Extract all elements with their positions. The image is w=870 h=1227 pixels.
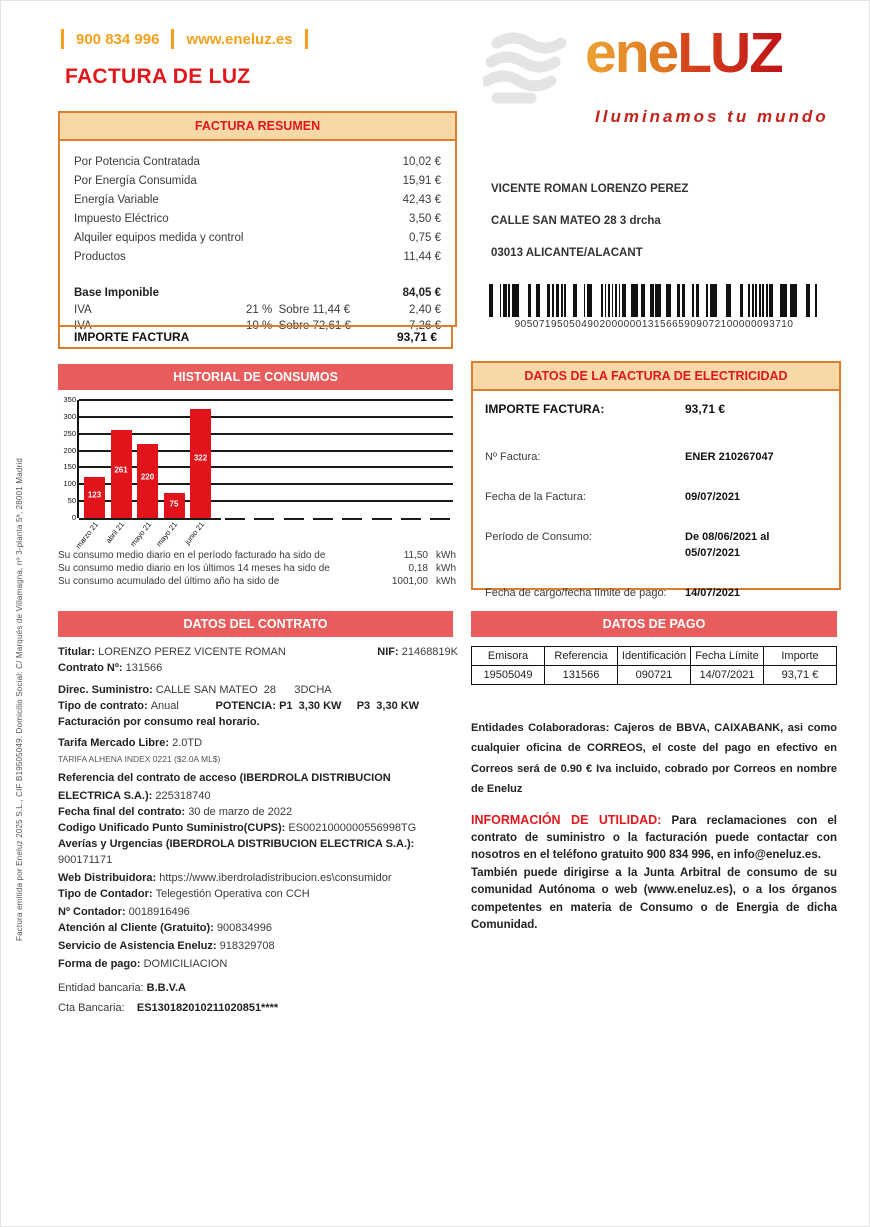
barcode-bar <box>608 284 610 317</box>
barcode-bar <box>508 284 510 317</box>
barcode-bar <box>748 284 750 317</box>
y-axis-tick-label: 350 <box>63 395 76 404</box>
consumption-label: Su consumo medio diario en los últimos 14 meses ha sido de <box>58 563 330 574</box>
iva-label: IVA <box>74 304 92 316</box>
contract-line-text <box>58 886 310 902</box>
contract-line-text <box>58 644 286 660</box>
barcode-bar <box>655 284 660 317</box>
contract-segment: Fecha final del contrato: <box>58 806 189 818</box>
contract-segment: ELECTRICA S.A.): <box>58 790 156 802</box>
consumption-label: Su consumo acumulado del último año ha sido de <box>58 576 280 587</box>
barcode-bar <box>619 284 621 317</box>
contract-line-text <box>58 770 391 786</box>
contract-segment: Telegestión Operativa con CCH <box>155 888 310 900</box>
contract-line <box>58 1000 458 1016</box>
y-axis-tick-label: 300 <box>63 411 76 421</box>
contract-segment: TARIFA ALHENA INDEX 0221 ($2.0A ML$) <box>58 754 221 764</box>
resumen-row <box>74 191 441 210</box>
x-axis-tick-dash <box>254 518 274 520</box>
contract-segment: Nº Contador: <box>58 906 129 918</box>
barcode-bar <box>677 284 681 317</box>
contract-line <box>58 980 458 996</box>
payment-table-cell: 090721 <box>618 666 691 685</box>
contract-segment: Atención al Cliente (Gratuito): <box>58 922 217 934</box>
historial-consumos-header: HISTORIAL DE CONSUMOS <box>58 364 453 390</box>
resumen-row-label: Alquiler equipos medida y control <box>74 232 244 244</box>
payment-table-cell: 19505049 <box>472 666 545 685</box>
x-axis-tick-dash <box>401 518 421 520</box>
datos-factura-label: Período de Consumo: <box>485 531 593 543</box>
consumption-unit: kWh <box>436 576 456 587</box>
contract-line-text <box>58 938 275 954</box>
contract-line-text <box>58 698 419 714</box>
barcode-bar <box>512 284 519 317</box>
chart-bar-value: 75 <box>169 499 179 509</box>
contract-line-text <box>58 1000 278 1016</box>
importe-factura-box <box>58 325 453 349</box>
contract-segment: 900171171 <box>58 854 113 866</box>
consumption-summary-row <box>58 562 456 575</box>
brand-wordmark <box>585 23 782 83</box>
payment-barcode <box>489 284 819 330</box>
contract-line-text <box>58 870 392 886</box>
contract-segment: B.B.V.A <box>146 982 186 994</box>
contract-segment: ES130182010211020851**** <box>136 1002 279 1014</box>
chart-bar <box>190 409 211 518</box>
x-axis-tick-dash <box>284 518 304 520</box>
x-axis-category-label: mayo 21 <box>154 520 180 549</box>
contract-line <box>58 870 458 886</box>
importe-factura-value: 93,71 € <box>396 330 437 344</box>
contract-line <box>58 886 458 902</box>
chart-gridline <box>79 500 453 502</box>
barcode-bar <box>769 284 773 317</box>
contract-line-text <box>58 852 112 868</box>
resumen-row <box>74 172 441 191</box>
base-imponible-value: 84,05 € <box>402 287 441 299</box>
chart-gridline <box>79 483 453 485</box>
datos-factura-row <box>485 449 827 465</box>
contract-segment: 131566 <box>125 662 163 674</box>
barcode-bar <box>584 284 586 317</box>
contract-segment: 21468819K <box>401 646 458 658</box>
contract-segment: Servicio de Asistencia Eneluz: <box>58 940 220 952</box>
datos-factura-value: 14/07/2021 <box>685 587 741 599</box>
consumption-label: Su consumo medio diario en el período facturado ha sido de <box>58 550 326 561</box>
x-axis-category-label: junio 21 <box>182 520 206 547</box>
contract-line <box>58 804 458 820</box>
contract-line-text <box>58 836 414 852</box>
x-axis-category-label: mayo 21 <box>127 520 153 549</box>
datos-factura-label: Nº Factura: <box>485 451 541 463</box>
importe-factura-label: IMPORTE FACTURA <box>74 330 190 344</box>
contract-segment: Averías y Urgencias (IBERDROLA DISTRIBUCION ELECTRICA S.A.): <box>58 838 415 850</box>
contract-segment: Tarifa Mercado Libre: <box>58 737 173 749</box>
datos-factura-row <box>485 529 827 561</box>
datos-factura-value: 09/07/2021 <box>685 491 741 503</box>
resumen-row-label: Impuesto Eléctrico <box>74 213 169 225</box>
x-axis-tick-dash <box>225 518 245 520</box>
chart-gridline <box>79 433 453 435</box>
iva-detail: 21 % Sobre 11,44 € <box>246 304 350 316</box>
contract-segment: 225318740 <box>155 790 211 802</box>
contract-segment: CALLE SAN MATEO 28 3DCHA <box>155 684 332 696</box>
contract-line-right <box>377 644 458 660</box>
payment-table-data-row <box>472 666 837 685</box>
barcode-bar <box>692 284 694 317</box>
x-axis-category-label: abril 21 <box>103 520 127 545</box>
chart-gridline <box>79 450 453 452</box>
customer-street: CALLE SAN MATEO 28 3 drcha <box>491 215 661 227</box>
consumption-value: 11,50 <box>403 550 428 561</box>
consumption-summary-row <box>58 549 456 562</box>
barcode-bar <box>780 284 787 317</box>
payment-table-cell: 14/07/2021 <box>691 666 764 685</box>
contract-line-text <box>58 735 202 751</box>
chart-plot-area <box>63 395 453 522</box>
barcode-bar <box>682 284 686 317</box>
contract-segment: https://www.iberdroladistribucion.es\consumidor <box>159 872 392 884</box>
base-imponible-label: Base Imponible <box>74 287 159 299</box>
contract-segment: Titular: <box>58 646 99 658</box>
x-axis-category-label: marzo 21 <box>73 520 100 551</box>
payment-table-cell: 131566 <box>545 666 618 685</box>
contract-segment: DOMICILIACION <box>143 958 228 970</box>
y-axis-tick-label: 100 <box>63 479 76 489</box>
factura-resumen-box <box>58 111 457 332</box>
barcode-number: 9050719505049020000001315665909072100000093710 <box>514 319 794 330</box>
barcode-bar <box>552 284 554 317</box>
contract-line <box>58 644 458 660</box>
contract-segment: 0018916496 <box>128 906 190 918</box>
contract-line-text <box>58 682 332 698</box>
chart-bar <box>111 430 132 518</box>
contract-line <box>58 920 458 936</box>
consumption-summary-row <box>58 575 456 588</box>
resumen-row-label: Energía Variable <box>74 194 159 206</box>
contract-line-text <box>58 714 260 730</box>
barcode-bar <box>762 284 764 317</box>
barcode-bar <box>615 284 617 317</box>
payment-table-header-cell: Emisora <box>472 647 545 666</box>
iva-detail: 10 % Sobre 72,61 € <box>246 319 351 332</box>
contract-line-text <box>58 804 292 820</box>
utilidad-text-2: También puede dirigirse a la Junta Arbitral de consumo de su comunidad Autónoma o web (www.eneluz.es), o a los órganos competentes en materia de Consumo o de Energia de dicha Comunidad. <box>471 866 837 932</box>
chart-bar <box>164 493 185 518</box>
contract-segment: Anual <box>150 700 179 712</box>
contract-segment: Cta Bancaria: <box>58 1002 137 1014</box>
contract-line <box>58 714 458 730</box>
contract-segment: 30 de marzo de 2022 <box>188 806 293 818</box>
contract-line <box>58 836 458 852</box>
importe-label: IMPORTE FACTURA: <box>485 402 605 416</box>
contract-line <box>58 770 458 786</box>
gray-waves-icon <box>483 31 579 105</box>
importe-value: 93,71 € <box>685 402 726 416</box>
y-axis-tick-label: 250 <box>63 428 76 438</box>
barcode-bar <box>726 284 731 317</box>
contract-segment: Facturación por consumo real horario. <box>58 716 260 728</box>
iva-label: IVA <box>74 319 92 332</box>
payment-table <box>471 646 837 685</box>
resumen-row-value: 42,43 € <box>402 194 441 206</box>
chart-bar <box>84 477 105 518</box>
chart-bar-value: 220 <box>140 472 155 482</box>
chart-bar-value: 261 <box>114 465 128 475</box>
barcode-bar <box>766 284 768 317</box>
payment-table-header-cell: Identificación <box>618 647 691 666</box>
payment-table-header-cell: Importe <box>764 647 837 666</box>
barcode-bar <box>547 284 551 317</box>
barcode-bar <box>696 284 700 317</box>
utilidad-text-1: Para reclamaciones con el contrato de suministro o la facturación puede contactar con nosotros en el teléfono gratuito 900 834 996, en info@eneluz.es. <box>471 814 837 862</box>
chart-gridline <box>79 416 453 418</box>
datos-factura-row <box>485 489 827 505</box>
brand-ene: ene <box>585 21 678 85</box>
consumption-value: 0,18 <box>408 563 428 574</box>
company-logo <box>483 23 863 127</box>
x-axis-tick-dash <box>342 518 362 520</box>
barcode-bar <box>759 284 761 317</box>
datos-factura-label: Fecha de la Factura: <box>485 491 586 503</box>
company-imprint-vertical-text: Factura emitida por Eneluz 2025 S.L., CIF B19505049. Domicilio Social: C/ Marqués de Villamagna, nº 3-planta 5ª, 28001 Madrid <box>15 458 24 941</box>
contract-line <box>58 698 458 714</box>
contract-line-text <box>58 751 220 767</box>
resumen-row <box>74 210 441 229</box>
contract-line <box>58 682 458 698</box>
divider <box>305 29 308 49</box>
contract-segment: Forma de pago: <box>58 958 144 970</box>
entidades-colaboradoras-text: Entidades Colaboradoras: Cajeros de BBVA, CAIXABANK, asi como cualquier oficina de CORREOS, el coste del pago en efectivo en Correos será de 0.90 € Iva incluido, cobrado por Correos en nombre de Eneluz <box>471 722 837 796</box>
chart-gridline <box>79 399 453 401</box>
barcode-bar <box>755 284 757 317</box>
barcode-bars <box>489 284 819 317</box>
datos-factura-value: ENER 210267047 <box>685 451 774 463</box>
contract-line <box>58 904 458 920</box>
barcode-bar <box>536 284 540 317</box>
barcode-bar <box>500 284 502 317</box>
iva-value: 7,26 € <box>409 319 441 332</box>
contact-header <box>61 29 320 49</box>
barcode-bar <box>605 284 607 317</box>
resumen-row-value: 10,02 € <box>402 156 441 168</box>
contract-line-text <box>58 788 210 804</box>
chart-bar-value: 123 <box>87 490 102 500</box>
contract-segment: Direc. Suministro: <box>58 684 156 696</box>
iva-value: 2,40 € <box>409 304 441 316</box>
resumen-row-label: Productos <box>74 251 126 263</box>
contract-line-text <box>58 820 416 836</box>
contract-segment: Tipo de contrato: <box>58 700 151 712</box>
contract-segment: 2.0TD <box>172 737 203 749</box>
contract-segment: Entidad bancaria: <box>58 982 147 994</box>
contract-segment: Web Distribuidora: <box>58 872 160 884</box>
barcode-bar <box>666 284 671 317</box>
x-axis-tick-dash <box>430 518 450 520</box>
contract-line-text <box>58 920 272 936</box>
resumen-row-value: 3,50 € <box>409 213 441 225</box>
resumen-row-value: 11,44 € <box>403 251 441 263</box>
payment-table-header-row <box>472 647 837 666</box>
barcode-bar <box>503 284 507 317</box>
resumen-row <box>74 153 441 172</box>
contract-segment: 900834996 <box>216 922 272 934</box>
contract-line <box>58 735 458 751</box>
datos-contrato-header: DATOS DEL CONTRATO <box>58 611 453 637</box>
customer-name: VICENTE ROMAN LORENZO PEREZ <box>491 183 689 195</box>
consumption-unit: kWh <box>436 563 456 574</box>
barcode-bar <box>815 284 817 317</box>
y-axis-tick-label: 150 <box>63 462 76 472</box>
barcode-bar <box>631 284 638 317</box>
contract-segment: Codigo Unificado Punto Suministro(CUPS): <box>58 822 289 834</box>
datos-factura-body <box>473 391 839 609</box>
informacion-utilidad-label: INFORMACIÓN DE UTILIDAD: <box>471 812 662 827</box>
x-axis-tick-dash <box>372 518 392 520</box>
datos-factura-box <box>471 361 841 599</box>
consumption-value: 1001,00 <box>391 576 428 587</box>
payment-table-header-cell: Fecha Límite <box>691 647 764 666</box>
iva-row <box>74 303 441 319</box>
datos-factura-header: DATOS DE LA FACTURA DE ELECTRICIDAD <box>473 363 839 391</box>
barcode-bar <box>612 284 614 317</box>
y-axis-tick-label: 200 <box>63 445 76 455</box>
consumption-unit: kWh <box>436 550 456 561</box>
barcode-bar <box>641 284 645 317</box>
datos-contrato-body <box>58 644 458 1016</box>
x-axis-tick-dash <box>313 518 333 520</box>
resumen-row <box>74 229 441 248</box>
contract-segment: Tipo de Contador: <box>58 888 156 900</box>
contract-segment: LORENZO PEREZ VICENTE ROMAN <box>98 646 286 658</box>
datos-factura-label: Fecha de cargo/fecha límite de pago: <box>485 587 667 599</box>
chart-gridline <box>79 466 453 468</box>
base-imponible-row <box>74 284 441 303</box>
contract-line-text <box>58 956 227 972</box>
website-link: www.eneluz.es <box>186 30 293 48</box>
datos-factura-row <box>485 585 827 601</box>
consumption-bar-chart <box>58 394 453 551</box>
contract-line <box>58 852 458 868</box>
brand-tagline: Iluminamos tu mundo <box>595 107 829 126</box>
barcode-bar <box>710 284 717 317</box>
barcode-bar <box>790 284 797 317</box>
contract-segment: ES0021000000556998TG <box>288 822 417 834</box>
barcode-bar <box>740 284 744 317</box>
contract-line <box>58 788 458 804</box>
barcode-bar <box>561 284 563 317</box>
payment-table-header-cell: Referencia <box>545 647 618 666</box>
contract-segment: NIF: <box>377 646 402 658</box>
customer-address-block <box>491 173 688 269</box>
page-title: FACTURA DE LUZ <box>65 65 251 88</box>
datos-factura-value: De 08/06/2021 al 05/07/2021 <box>685 531 770 559</box>
barcode-bar <box>706 284 708 317</box>
divider <box>61 29 64 49</box>
contract-line-text <box>58 980 186 996</box>
resumen-row-label: Por Energía Consumida <box>74 175 197 187</box>
contract-line-text <box>58 660 162 676</box>
datos-pago-header: DATOS DE PAGO <box>471 611 837 637</box>
divider <box>171 29 174 49</box>
contract-line <box>58 660 458 676</box>
contract-segment: Referencia del contrato de acceso (IBERDROLA DISTRIBUCION <box>58 772 391 784</box>
datos-factura-importe-row <box>485 401 827 417</box>
contract-line-text <box>58 904 190 920</box>
contract-segment <box>179 700 216 712</box>
barcode-bar <box>752 284 754 317</box>
contract-line <box>58 938 458 954</box>
y-axis-tick-label: 0 <box>71 513 76 522</box>
barcode-bar <box>587 284 592 317</box>
y-axis-tick-label: 50 <box>67 496 76 506</box>
contract-segment: 918329708 <box>219 940 275 952</box>
resumen-row-value: 15,91 € <box>402 175 441 187</box>
resumen-row <box>74 248 441 267</box>
contract-segment: POTENCIA: P1 3,30 KW P3 3,30 KW <box>215 700 420 712</box>
informacion-utilidad-text <box>471 811 837 935</box>
chart-bar-value: 322 <box>193 453 208 463</box>
contract-line <box>58 751 458 767</box>
resumen-row-value: 0,75 € <box>409 232 441 244</box>
barcode-bar <box>528 284 532 317</box>
contract-line <box>58 956 458 972</box>
barcode-bar <box>650 284 654 317</box>
contract-line <box>58 820 458 836</box>
barcode-bar <box>564 284 566 317</box>
phone-number: 900 834 996 <box>76 30 160 48</box>
chart-bar <box>137 444 158 518</box>
customer-city: 03013 ALICANTE/ALACANT <box>491 247 643 259</box>
barcode-bar <box>601 284 603 317</box>
payment-table-cell: 93,71 € <box>764 666 837 685</box>
resumen-row-label: Por Potencia Contratada <box>74 156 200 168</box>
consumption-summary <box>58 549 456 588</box>
factura-resumen-header: FACTURA RESUMEN <box>60 113 455 141</box>
barcode-bar <box>573 284 577 317</box>
barcode-bar <box>489 284 493 317</box>
factura-resumen-rows <box>60 141 455 334</box>
brand-luz: LUZ <box>677 21 783 85</box>
barcode-bar <box>806 284 810 317</box>
contract-segment: Contrato Nº: <box>58 662 126 674</box>
barcode-bar <box>556 284 560 317</box>
barcode-bar <box>622 284 626 317</box>
